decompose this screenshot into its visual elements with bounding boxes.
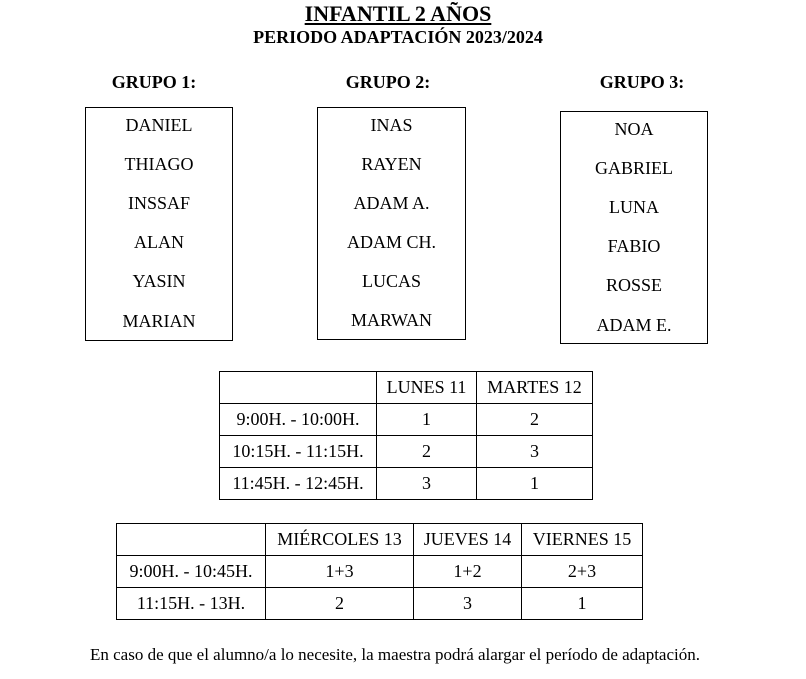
group-cell: 1 xyxy=(377,404,477,436)
list-item: ALAN xyxy=(134,232,184,252)
table-header-cell xyxy=(220,372,377,404)
table-header-cell: MIÉRCOLES 13 xyxy=(266,524,414,556)
group-1-heading: GRUPO 1: xyxy=(111,72,197,92)
group-cell: 2 xyxy=(266,588,414,620)
group-cell: 3 xyxy=(414,588,522,620)
group-2-list xyxy=(317,107,466,340)
group-cell: 2+3 xyxy=(522,556,643,588)
list-item: NOA xyxy=(614,119,654,139)
list-item: MARIAN xyxy=(122,311,196,331)
group-3-list xyxy=(560,111,708,344)
time-slot-cell: 11:15H. - 13H. xyxy=(117,588,266,620)
list-item: ADAM E. xyxy=(596,315,672,335)
list-item: ADAM CH. xyxy=(346,232,436,252)
table-header-cell: LUNES 11 xyxy=(377,372,477,404)
table-header-cell: MARTES 12 xyxy=(477,372,593,404)
time-slot-cell: 9:00H. - 10:00H. xyxy=(220,404,377,436)
table-row xyxy=(117,556,643,588)
list-item: INAS xyxy=(370,115,413,135)
schedule-table-1 xyxy=(219,371,593,500)
table-header-row xyxy=(220,372,593,404)
table-row xyxy=(220,404,593,436)
footer-note: En caso de que el alumno/a lo necesite, la maestra podrá alargar el período de adaptación. xyxy=(89,645,700,664)
list-item: MARWAN xyxy=(350,310,432,330)
group-cell: 1+2 xyxy=(414,556,522,588)
time-slot-cell: 10:15H. - 11:15H. xyxy=(220,436,377,468)
time-slot-cell: 11:45H. - 12:45H. xyxy=(220,468,377,500)
group-cell: 3 xyxy=(477,436,593,468)
table-header-cell: VIERNES 15 xyxy=(522,524,643,556)
group-2-heading: GRUPO 2: xyxy=(345,72,431,92)
schedule-table-2 xyxy=(116,523,643,620)
table-header-cell: JUEVES 14 xyxy=(414,524,522,556)
group-3-heading: GRUPO 3: xyxy=(599,72,685,92)
group-cell: 1 xyxy=(522,588,643,620)
table-row xyxy=(220,468,593,500)
list-item: DANIEL xyxy=(125,115,193,135)
time-slot-cell: 9:00H. - 10:45H. xyxy=(117,556,266,588)
list-item: ADAM A. xyxy=(353,193,430,213)
table-header-row xyxy=(117,524,643,556)
list-item: LUCAS xyxy=(361,271,421,291)
group-cell: 2 xyxy=(477,404,593,436)
group-cell: 3 xyxy=(377,468,477,500)
group-1-list xyxy=(85,107,233,341)
list-item: GABRIEL xyxy=(595,158,673,178)
table-header-cell xyxy=(117,524,266,556)
table-row xyxy=(117,588,643,620)
table-row xyxy=(220,436,593,468)
group-cell: 2 xyxy=(377,436,477,468)
group-cell: 1 xyxy=(477,468,593,500)
list-item: INSSAF xyxy=(127,193,191,213)
list-item: ROSSE xyxy=(605,275,663,295)
page-title: INFANTIL 2 AÑOS xyxy=(304,1,492,26)
list-item: RAYEN xyxy=(361,154,422,174)
list-item: YASIN xyxy=(132,271,186,291)
list-item: FABIO xyxy=(607,236,661,256)
list-item: THIAGO xyxy=(124,154,194,174)
page-subtitle: PERIODO ADAPTACIÓN 2023/2024 xyxy=(253,27,543,47)
group-cell: 1+3 xyxy=(266,556,414,588)
list-item: LUNA xyxy=(609,197,659,217)
